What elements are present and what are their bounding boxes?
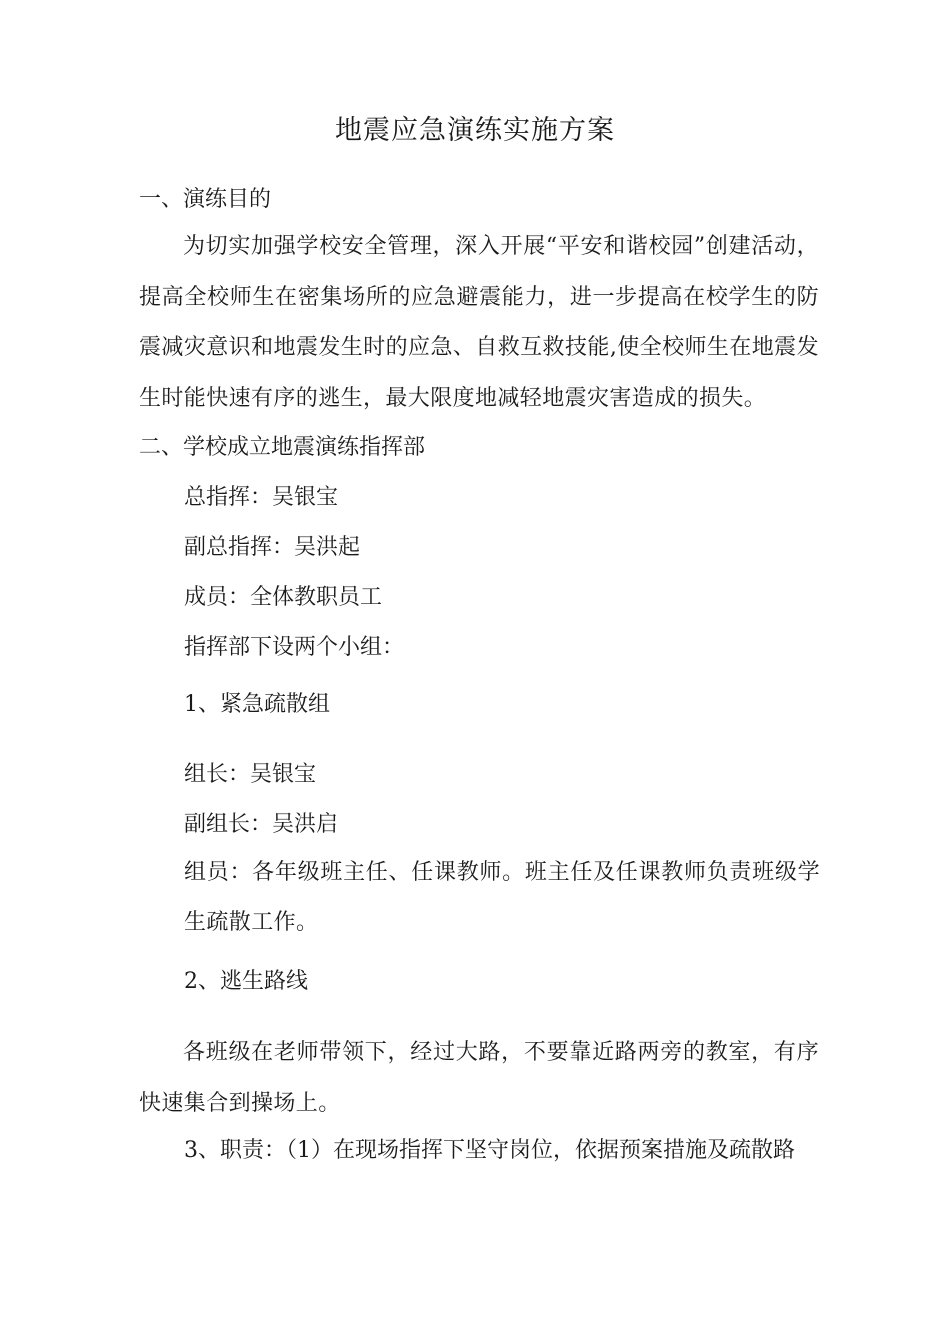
group-1-deputy-leader-line: 副组长：吴洪启	[184, 812, 339, 837]
group-1-leader-line: 组长：吴银宝	[184, 762, 317, 787]
commander-line: 总指挥：吴银宝	[184, 485, 339, 510]
section-1-heading: 一、演练目的	[139, 187, 272, 212]
escape-route-paragraph: 各班级在老师带领下，经过大路，不要靠近路两旁的教室，有序快速集合到操场上。	[139, 1040, 819, 1116]
group-1-members-paragraph: 组员：各年级班主任、任课教师。班主任及任课教师负责班级学生疏散工作。	[184, 860, 820, 935]
document-title: 地震应急演练实施方案	[335, 115, 615, 146]
group-1-heading: 1、紧急疏散组	[184, 692, 330, 717]
escape-route-heading: 2、逃生路线	[184, 969, 308, 994]
subgroups-intro-line: 指挥部下设两个小组：	[184, 635, 405, 660]
deputy-commander-line: 副总指挥：吴洪起	[184, 535, 361, 560]
duties-line: 3、职责：（1）在现场指挥下坚守岗位，依据预案措施及疏散路	[184, 1138, 795, 1163]
members-line: 成员：全体教职员工	[184, 585, 383, 610]
purpose-paragraph: 为切实加强学校安全管理，深入开展“平安和谐校园”创建活动，提高全校师生在密集场所的应急避震能力，进一步提高在校学生的防震减灾意识和地震发生时的应急、自救互救技能,使全校师生在地震发生时能快速有序的逃生，最大限度地减轻地震灾害造成的损失。	[139, 234, 819, 411]
section-2-heading: 二、学校成立地震演练指挥部	[139, 435, 426, 460]
